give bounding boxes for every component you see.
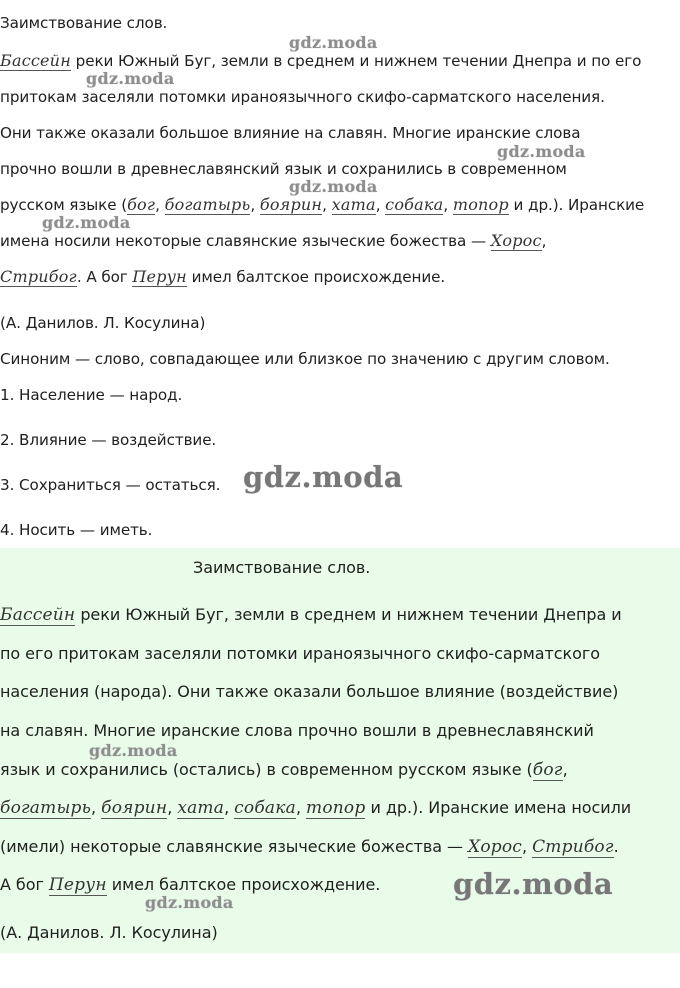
watermark: gdz.moda <box>86 69 175 88</box>
handwritten-word: Хорос <box>490 231 542 250</box>
handwritten-word: собака <box>385 195 444 214</box>
handwritten-word: богатырь <box>164 195 251 214</box>
answer-line-4: на славян. Многие иранские слова прочно вошли в древнеславянский <box>0 721 594 740</box>
answer-line-6: богатырь, боярин, хата, собака, топор и др.). Иранские имена носили <box>0 798 632 818</box>
handwritten-word: Перун <box>48 875 107 895</box>
answer-line-8: А бог Перун имел балтское происхождение. <box>0 875 381 895</box>
synonym-item: 3. Сохраниться — остаться. <box>0 476 221 494</box>
watermark: gdz.moda <box>289 177 378 196</box>
handwritten-word: топор <box>452 195 509 214</box>
original-line-6: имена носили некоторые славянские языческие божества — Хорос, <box>0 231 547 250</box>
watermark: gdz.moda <box>42 213 131 232</box>
watermark: gdz.moda <box>289 33 378 52</box>
handwritten-word: Перун <box>132 267 187 286</box>
answer-line-1: Бассейн реки Южный Буг, земли в среднем и нижнем течении Днепра и <box>0 605 622 625</box>
original-author: (А. Данилов. Л. Косулина) <box>0 314 206 332</box>
watermark: gdz.moda <box>89 741 178 760</box>
handwritten-word: собака <box>234 798 296 818</box>
original-line-7: Стрибог. А бог Перун имел балтское происхождение. <box>0 267 446 286</box>
original-line-1: Бассейн реки Южный Буг, земли в среднем и нижнем течении Днепра и по его <box>0 51 642 70</box>
watermark: gdz.moda <box>145 893 234 912</box>
handwritten-word: богатырь <box>0 798 92 818</box>
original-line-3: Они также оказали большое влияние на славян. Многие иранские слова <box>0 124 581 142</box>
answer-title: Заимствование слов. <box>193 558 371 577</box>
original-title: Заимствование слов. <box>0 14 168 32</box>
handwritten-word: Стрибог <box>532 837 614 857</box>
handwritten-word: Стрибог <box>0 267 77 286</box>
handwritten-word: Бассейн <box>0 605 76 625</box>
watermark: gdz.moda <box>497 142 586 161</box>
handwritten-word: хата <box>177 798 225 818</box>
watermark: gdz.moda <box>453 867 614 901</box>
answer-line-5: язык и сохранились (остались) в современном русском языке (бог, <box>0 760 568 780</box>
handwritten-word: боярин <box>259 195 323 214</box>
watermark: gdz.moda <box>243 460 404 494</box>
original-line-2: притокам заселяли потомки ираноязычного скифо-сарматского населения. <box>0 88 605 106</box>
answer-author: (А. Данилов. Л. Косулина) <box>0 923 218 942</box>
handwritten-word: бог <box>532 760 563 780</box>
synonym-item: 1. Население — народ. <box>0 386 183 404</box>
handwritten-word: Хорос <box>468 837 523 857</box>
original-line-4: прочно вошли в древнеславянский язык и сохранились в современном <box>0 160 567 178</box>
answer-line-3: населения (народа). Они также оказали большое влияние (воздействие) <box>0 682 619 701</box>
handwritten-word: топор <box>306 798 366 818</box>
handwritten-word: Бассейн <box>0 51 71 70</box>
synonym-definition: Синоним — слово, совпадающее или близкое по значению с другим словом. <box>0 350 610 368</box>
handwritten-word: бог <box>127 195 156 214</box>
answer-line-7: (имели) некоторые славянские языческие божества — Хорос, Стрибог. <box>0 837 619 857</box>
original-line-5: русском языке (бог, богатырь, боярин, хата, собака, топор и др.). Иранские <box>0 195 645 214</box>
synonym-item: 2. Влияние — воздействие. <box>0 431 217 449</box>
synonym-item: 4. Носить — иметь. <box>0 521 153 539</box>
handwritten-word: хата <box>331 195 376 214</box>
answer-line-2: по его притокам заселяли потомки ираноязычного скифо-сарматского <box>0 644 600 663</box>
handwritten-word: боярин <box>101 798 168 818</box>
